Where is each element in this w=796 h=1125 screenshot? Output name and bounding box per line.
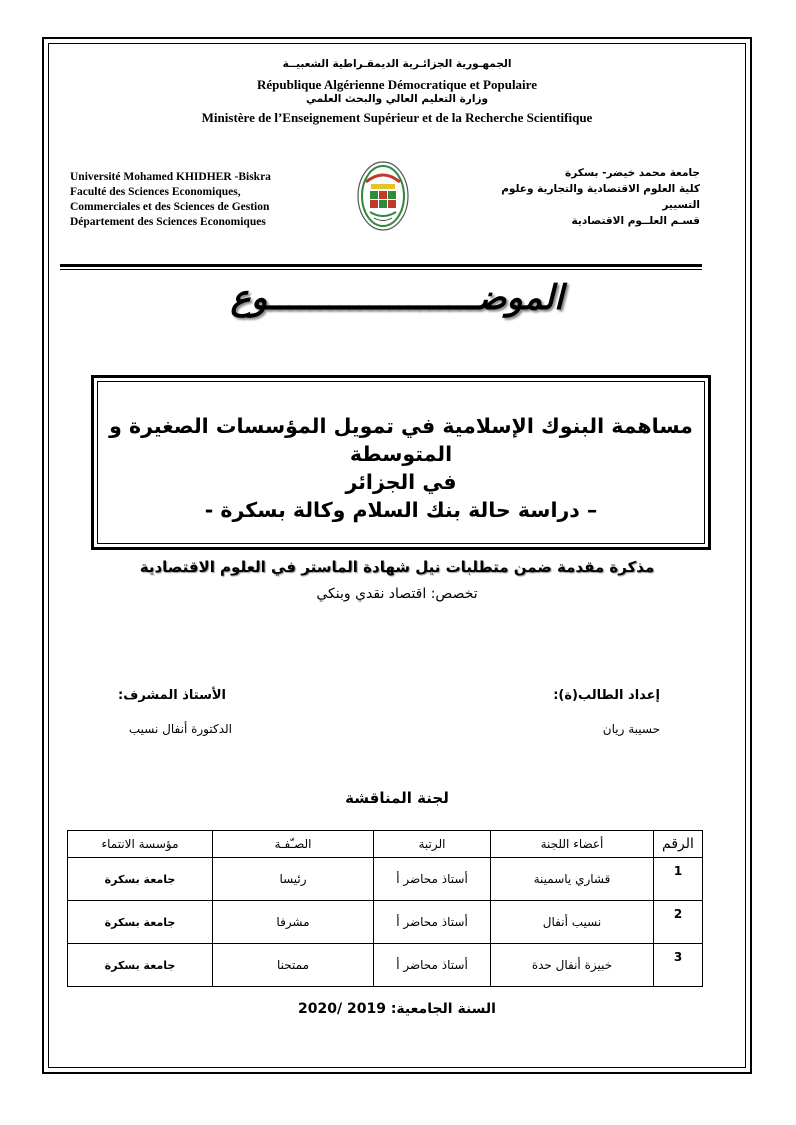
university-ar-line2: كلية العلوم الاقتصادية والتجارية وعلوم (501, 183, 700, 195)
member-rank: أستاذ محاضر أ (374, 944, 491, 987)
member-institution: جامعة بسكرة (68, 901, 213, 944)
header-institution: مؤسسة الانتماء (68, 831, 213, 858)
table-row (68, 944, 703, 987)
republic-fr: République Algérienne Démocratique et Populaire (257, 77, 537, 92)
table-row (68, 901, 703, 944)
thesis-title-line1: مساهمة البنوك الإسلامية في تمويل المؤسسات الصغيرة و المتوسطة (109, 414, 693, 466)
row-number: 1 (654, 858, 703, 901)
university-fr-line4: Département des Sciences Economiques (70, 216, 266, 228)
university-ar-block (470, 165, 700, 229)
header-members: أعضاء اللجنة (491, 831, 654, 858)
header-role: الصـّفـة (213, 831, 374, 858)
jury-title: لجنة المناقشة (345, 789, 449, 807)
member-rank: أستاذ محاضر أ (374, 858, 491, 901)
member-name: نسيب أنفال (491, 901, 654, 944)
academic-year: السنة الجامعية: 2019 /2020 (298, 1001, 496, 1017)
member-role: مشرفا (213, 901, 374, 944)
student-name: حسيبة ريان (602, 722, 660, 736)
header-divider-thick (60, 264, 702, 267)
member-role: ممتحنا (213, 944, 374, 987)
table-row (68, 858, 703, 901)
member-role: رئيسا (213, 858, 374, 901)
university-fr-line3: Commerciales et des Sciences de Gestion (70, 201, 270, 213)
header-rank: الرتبة (374, 831, 491, 858)
ministry-ar: وزارة التعليم العالي والبحث العلمي (305, 93, 489, 105)
university-logo (356, 160, 410, 232)
jury-table (67, 830, 703, 987)
member-name: قشاري ياسمينة (491, 858, 654, 901)
row-number: 2 (654, 901, 703, 944)
university-ar-line3: التسيير (662, 199, 700, 211)
jury-table-header-row (68, 831, 703, 858)
subject-heading: الموضـــــــــــــــــــــوع (230, 278, 564, 318)
student-label: إعداد الطالب(ة): (553, 688, 660, 703)
ministry-fr: Ministère de l’Enseignement Supérieur et de la Recherche Scientifique (201, 110, 593, 125)
member-rank: أستاذ محاضر أ (374, 901, 491, 944)
header-divider-thin (60, 269, 702, 270)
university-ar-line1: جامعة محمد خيضر- بسكرة (565, 167, 700, 179)
header-number: الرقم (654, 831, 703, 858)
member-institution: جامعة بسكرة (68, 858, 213, 901)
member-institution: جامعة بسكرة (68, 944, 213, 987)
university-ar-line4: قسـم العلــوم الاقتصادية (571, 215, 700, 227)
specialty: تخصص: اقتصاد نقدي وبنكي (316, 586, 478, 602)
thesis-title-line3: – دراسة حالة بنك السلام وكالة بسكرة - (204, 498, 598, 522)
memo-statement: مذكرة مقدمة ضمن متطلبات نيل شهادة الماستر في العلوم الاقتصادية (139, 558, 655, 576)
supervisor-label: الأستاذ المشرف: (118, 688, 226, 703)
row-number: 3 (654, 944, 703, 987)
thesis-title-line2: في الجزائر (345, 470, 457, 494)
member-name: خبيزة أنفال حدة (491, 944, 654, 987)
supervisor-name: الدكتورة أنفال نسيب (128, 722, 232, 736)
university-fr-block (70, 170, 330, 230)
university-fr-line1: Université Mohamed KHIDHER -Biskra (70, 171, 271, 183)
thesis-title (100, 412, 702, 524)
republic-ar: الجمهـورية الجزائـرية الديمقـراطية الشعبيــة (282, 58, 512, 70)
university-fr-line2: Faculté des Sciences Economiques, (70, 186, 241, 198)
